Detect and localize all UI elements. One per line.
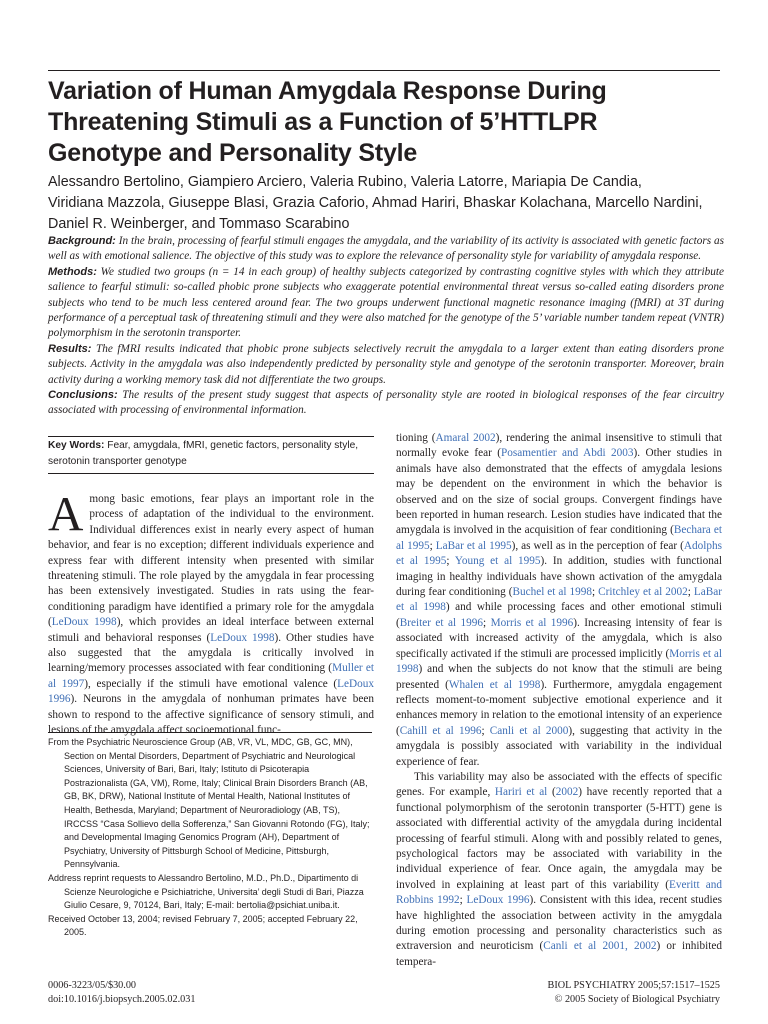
abstract-background xyxy=(48,234,724,265)
body-paragraph xyxy=(396,770,722,970)
text-run: ). Neurons in the amygdala of nonhuman primates have been shown to respond to the affective significance of sensory stimuli, and lesions of the amygdala affect socioemotional func- xyxy=(48,693,374,737)
text-run: ), which provides an ideal interface between external stimuli and behavioral responses ( xyxy=(48,616,374,644)
citation-link[interactable]: LeDoux 1998 xyxy=(210,631,275,644)
text-run: ), rendering the animal insensitive to stimuli that normally evoke fear ( xyxy=(396,432,722,460)
text-run: ( xyxy=(547,786,556,799)
citation-link[interactable]: Breiter et al 1996 xyxy=(399,616,484,629)
author-line: Alessandro Bertolino, Giampiero Arciero, Valeria Rubino, Valeria Latorre, Mariapia De Candia, xyxy=(48,174,642,190)
text-run: ), especially if the stimuli have emotional valence ( xyxy=(84,677,338,690)
keywords-label: Key Words: xyxy=(48,440,105,451)
text-run: ) or inhibited tempera- xyxy=(396,940,722,968)
text-run: ; xyxy=(687,586,694,599)
drop-cap: A xyxy=(48,486,84,541)
section-text: In the brain, processing of fearful stimuli engages the amygdala, and the variability of its activity is associated with genetic factors as well as with emotional salience. The objective of this study was to explore the relevance of personality style for variability of amygdala response. xyxy=(48,235,724,263)
citation-link[interactable]: LeDoux 1996 xyxy=(466,894,530,907)
citation-link[interactable]: Muller et al 1997 xyxy=(48,662,374,690)
citation-link[interactable]: Whalen et al 1998 xyxy=(448,678,541,691)
right-column xyxy=(396,431,722,970)
abstract-conclusions xyxy=(48,388,724,419)
citation-link[interactable]: Adolphs et al 1995 xyxy=(396,539,722,568)
citation-link[interactable]: Bechara et al 1995 xyxy=(396,524,722,552)
section-label: Results: xyxy=(48,342,92,355)
citation-link[interactable]: Critchley et al 2002 xyxy=(598,586,688,599)
received-note: Received October 13, 2004; revised February 7, 2005; accepted February 22, 2005. xyxy=(48,913,358,938)
text-run: ). Other studies have also suggested that the amygdala is critically involved in learning/memory processes associated with fear conditioning ( xyxy=(48,631,374,675)
text-run: ). In addition, studies with functional imaging in healthy individuals have shown activation of the amygdala during fear conditioning ( xyxy=(396,555,722,599)
paragraph-text xyxy=(396,432,722,768)
abstract-results xyxy=(48,342,724,388)
text-run: ; xyxy=(459,894,467,907)
citation-link[interactable]: Canli et al 2000 xyxy=(489,724,569,737)
text-run: ). Increasing intensity of fear is associated with increased activity of the amygdala, which is also specifically activated if the stimuli are processed implicitly ( xyxy=(396,616,722,660)
citation-link[interactable]: Young et al 1995 xyxy=(454,555,541,568)
author-line: Viridiana Mazzola, Giuseppe Blasi, Grazia Caforio, Ahmad Hariri, Bhaskar Kolachana, Marcello Nardini, xyxy=(48,195,703,211)
section-label: Background: xyxy=(48,235,116,247)
citation-link[interactable]: LeDoux 1998 xyxy=(51,616,117,629)
text-run: ; xyxy=(429,539,436,552)
section-label: Methods: xyxy=(48,265,97,278)
citation-link[interactable]: LeDoux 1996 xyxy=(48,677,374,706)
text-run: ). Furthermore, amygdala engagement reflects moment-to-moment subjective emotional experience and it enhances memory in relation to the emotional intensity of an experience ( xyxy=(396,678,723,737)
page-footer-left xyxy=(48,979,195,1006)
section-text: We studied two groups (n = 14 in each group) of healthy subjects categorized by contrasting cognitive styles with which they attribute salience to fearful stimuli: so-called phobic prone subjects who exaggerate potential environmental threat versus so-called eating disorders prone subjects who tend to be much less centered around fear. The two groups underwent functional magnetic resonance imaging (fMRI) at 3T during performance of a perceptual task of threatening stimuli and they were also matched for the genotype of the 5’ variable number tandem repeat (VNTR) polymorphism in the serotonin transporter. xyxy=(48,265,724,340)
citation-link[interactable]: Morris et al 1998 xyxy=(396,647,722,676)
citation-link[interactable]: LaBar et al 1998 xyxy=(396,586,722,614)
text-run: mong basic emotions, fear plays an important role in the process of adaptation of the individual to the environment. Individual differences exist in nearly every aspect of human behavior, and fear is no exception; different individuals experience and express fear with different intensity when presented with similar threatening stimuli. The role played by the amygdala in fear processing has been extensively investigated. Studies in rats using the fear-conditioning paradigm have identified a primary role for the amygdala ( xyxy=(48,493,374,629)
left-column xyxy=(48,436,374,739)
affiliation-note: From the Psychiatric Neuroscience Group (AB, VR, VL, MDC, GB, GC, MN), Section on Mental Disorders, Department of Psychiatric and Neurological Sciences, University of Bari, Bari, Italy; Istituto di Psicoterapia Postrazionalista (GA, VM), Rome, Italy; Clinical Brain Disorders Branch (AB, GB, BK, DRW), National Institute of Mental Health, National Institutes of Health, Bethesda, Maryland; Department of Neuroradiology (AB, TS), IRCCSS “Casa Sollievo della Sofferenza,” San Giovanni Rotondo (FG), Italy; and Developmental Imaging Genomics Program (AH), Department of Psychiatry, University of Pittsburgh School of Medicine, Pittsburgh, Pennsylvania. xyxy=(48,737,370,870)
text-run: ) have recently reported that a functional polymorphism of the serotonin transporter (5-HTT) gene is associated with differential activity of the amygdala during incidental processing of fearful stimuli. Along with and possibly related to genes, psychological factors may be associated with variability in the individual experience of fear. Once again, the amygdala may be involved in explaining at least part of this variability ( xyxy=(396,786,722,891)
abstract xyxy=(48,234,724,419)
citation-link[interactable]: Hariri et al xyxy=(494,786,548,799)
citation-link[interactable]: Everitt and Robbins 1992 xyxy=(396,878,722,907)
text-run: ; xyxy=(592,586,599,599)
text-run: ; xyxy=(446,555,455,568)
text-run: ), as well as in the perception of fear ( xyxy=(511,539,684,552)
text-run: ; xyxy=(481,724,490,737)
citation-link[interactable]: Buchel et al 1998 xyxy=(512,586,593,599)
abstract-methods xyxy=(48,265,724,342)
text-run: tioning ( xyxy=(396,432,436,444)
issn: 0006-3223/05/$30.00 xyxy=(48,980,137,991)
body-paragraph xyxy=(48,486,374,739)
section-text: The results of the present study suggest that aspects of personality style are rooted in biological responses of the fear circuitry associated with processing of environmental information. xyxy=(48,389,724,417)
citation-link[interactable]: Canli et al 2001, 2002 xyxy=(543,940,657,953)
citation-link[interactable]: LaBar et al 1995 xyxy=(435,539,512,552)
footnotes xyxy=(48,732,372,940)
article-title xyxy=(48,76,720,169)
title-line: Genotype and Personality Style xyxy=(48,139,418,167)
title-line: Threatening Stimuli as a Function of 5’HTTLPR xyxy=(48,108,598,136)
footnote-rule xyxy=(48,732,372,733)
citation-link[interactable]: Amaral 2002 xyxy=(435,432,496,444)
title-line: Variation of Human Amygdala Response During xyxy=(48,77,607,105)
text-run: This variability may also be associated with the effects of specific genes. For example, xyxy=(396,770,722,799)
text-run: ), suggesting that activity in the amygdala is possibly associated with variability in the individual experience of fear. xyxy=(396,724,722,768)
copyright: © 2005 Society of Biological Psychiatry xyxy=(554,993,720,1005)
section-text: The fMRI results indicated that phobic prone subjects selectively recruit the amygdala to a larger extent than eating disorders prone subjects. Activity in the amygdala was also independently predicted by personality style and genotype of the serotonin transporter. Moreover, brain activity during a working memory task did not differentiate the two groups. xyxy=(48,342,724,386)
citation-link[interactable]: Cahill et al 1996 xyxy=(399,724,482,737)
author-line: Daniel R. Weinberger, and Tommaso Scarabino xyxy=(48,216,350,232)
author-list xyxy=(48,172,728,235)
paragraph-text xyxy=(48,486,374,737)
keywords-text: Fear, amygdala, fMRI, genetic factors, personality style, serotonin transporter genotype xyxy=(48,440,359,467)
text-run: ). Consistent with this idea, recent studies have highlighted the association between activity in the amygdala during emotion processing and personality characteristics such as extraversion and neuroticism ( xyxy=(396,894,722,953)
text-run: ). Other studies in animals have also demonstrated that the effects of amygdala lesions may be dependent on the environment in which the behavior is observed and on the size of social groups. Convergent findings have been reported in human research. Lesion studies have indicated that the amygdala is involved in the acquisition of fear conditioning ( xyxy=(396,447,722,537)
citation-link[interactable]: 2002 xyxy=(555,786,579,799)
citation-link[interactable]: Morris et al 1996 xyxy=(490,616,574,629)
body-paragraph xyxy=(396,431,722,770)
keywords-bottom-rule xyxy=(48,473,374,474)
address-note: Address reprint requests to Alessandro Bertolino, M.D., Ph.D., Dipartimento di Scienze Neurologiche e Psichiatriche, Universita’ degli Studi di Bari, Piazza Giulio Cesare, 9, 70124, Bari, Italy; E-mail: bertolia@psichiat.uniba.it. xyxy=(48,872,364,911)
keywords xyxy=(48,437,374,470)
text-run: ) and when the subjects do not know that the stimuli are being presented ( xyxy=(396,663,722,691)
doi: doi:10.1016/j.biopsych.2005.02.031 xyxy=(48,993,196,1005)
page-footer-right xyxy=(548,979,720,1006)
text-run: ; xyxy=(483,616,491,629)
journal-citation: BIOL PSYCHIATRY 2005;57:1517–1525 xyxy=(547,980,720,991)
text-run: ) and while processing faces and other emotional stimuli ( xyxy=(396,601,722,629)
section-label: Conclusions: xyxy=(48,389,118,402)
paragraph-text xyxy=(396,771,722,968)
citation-link[interactable]: Posamentier and Abdi 2003 xyxy=(501,447,634,460)
top-rule xyxy=(48,70,720,71)
